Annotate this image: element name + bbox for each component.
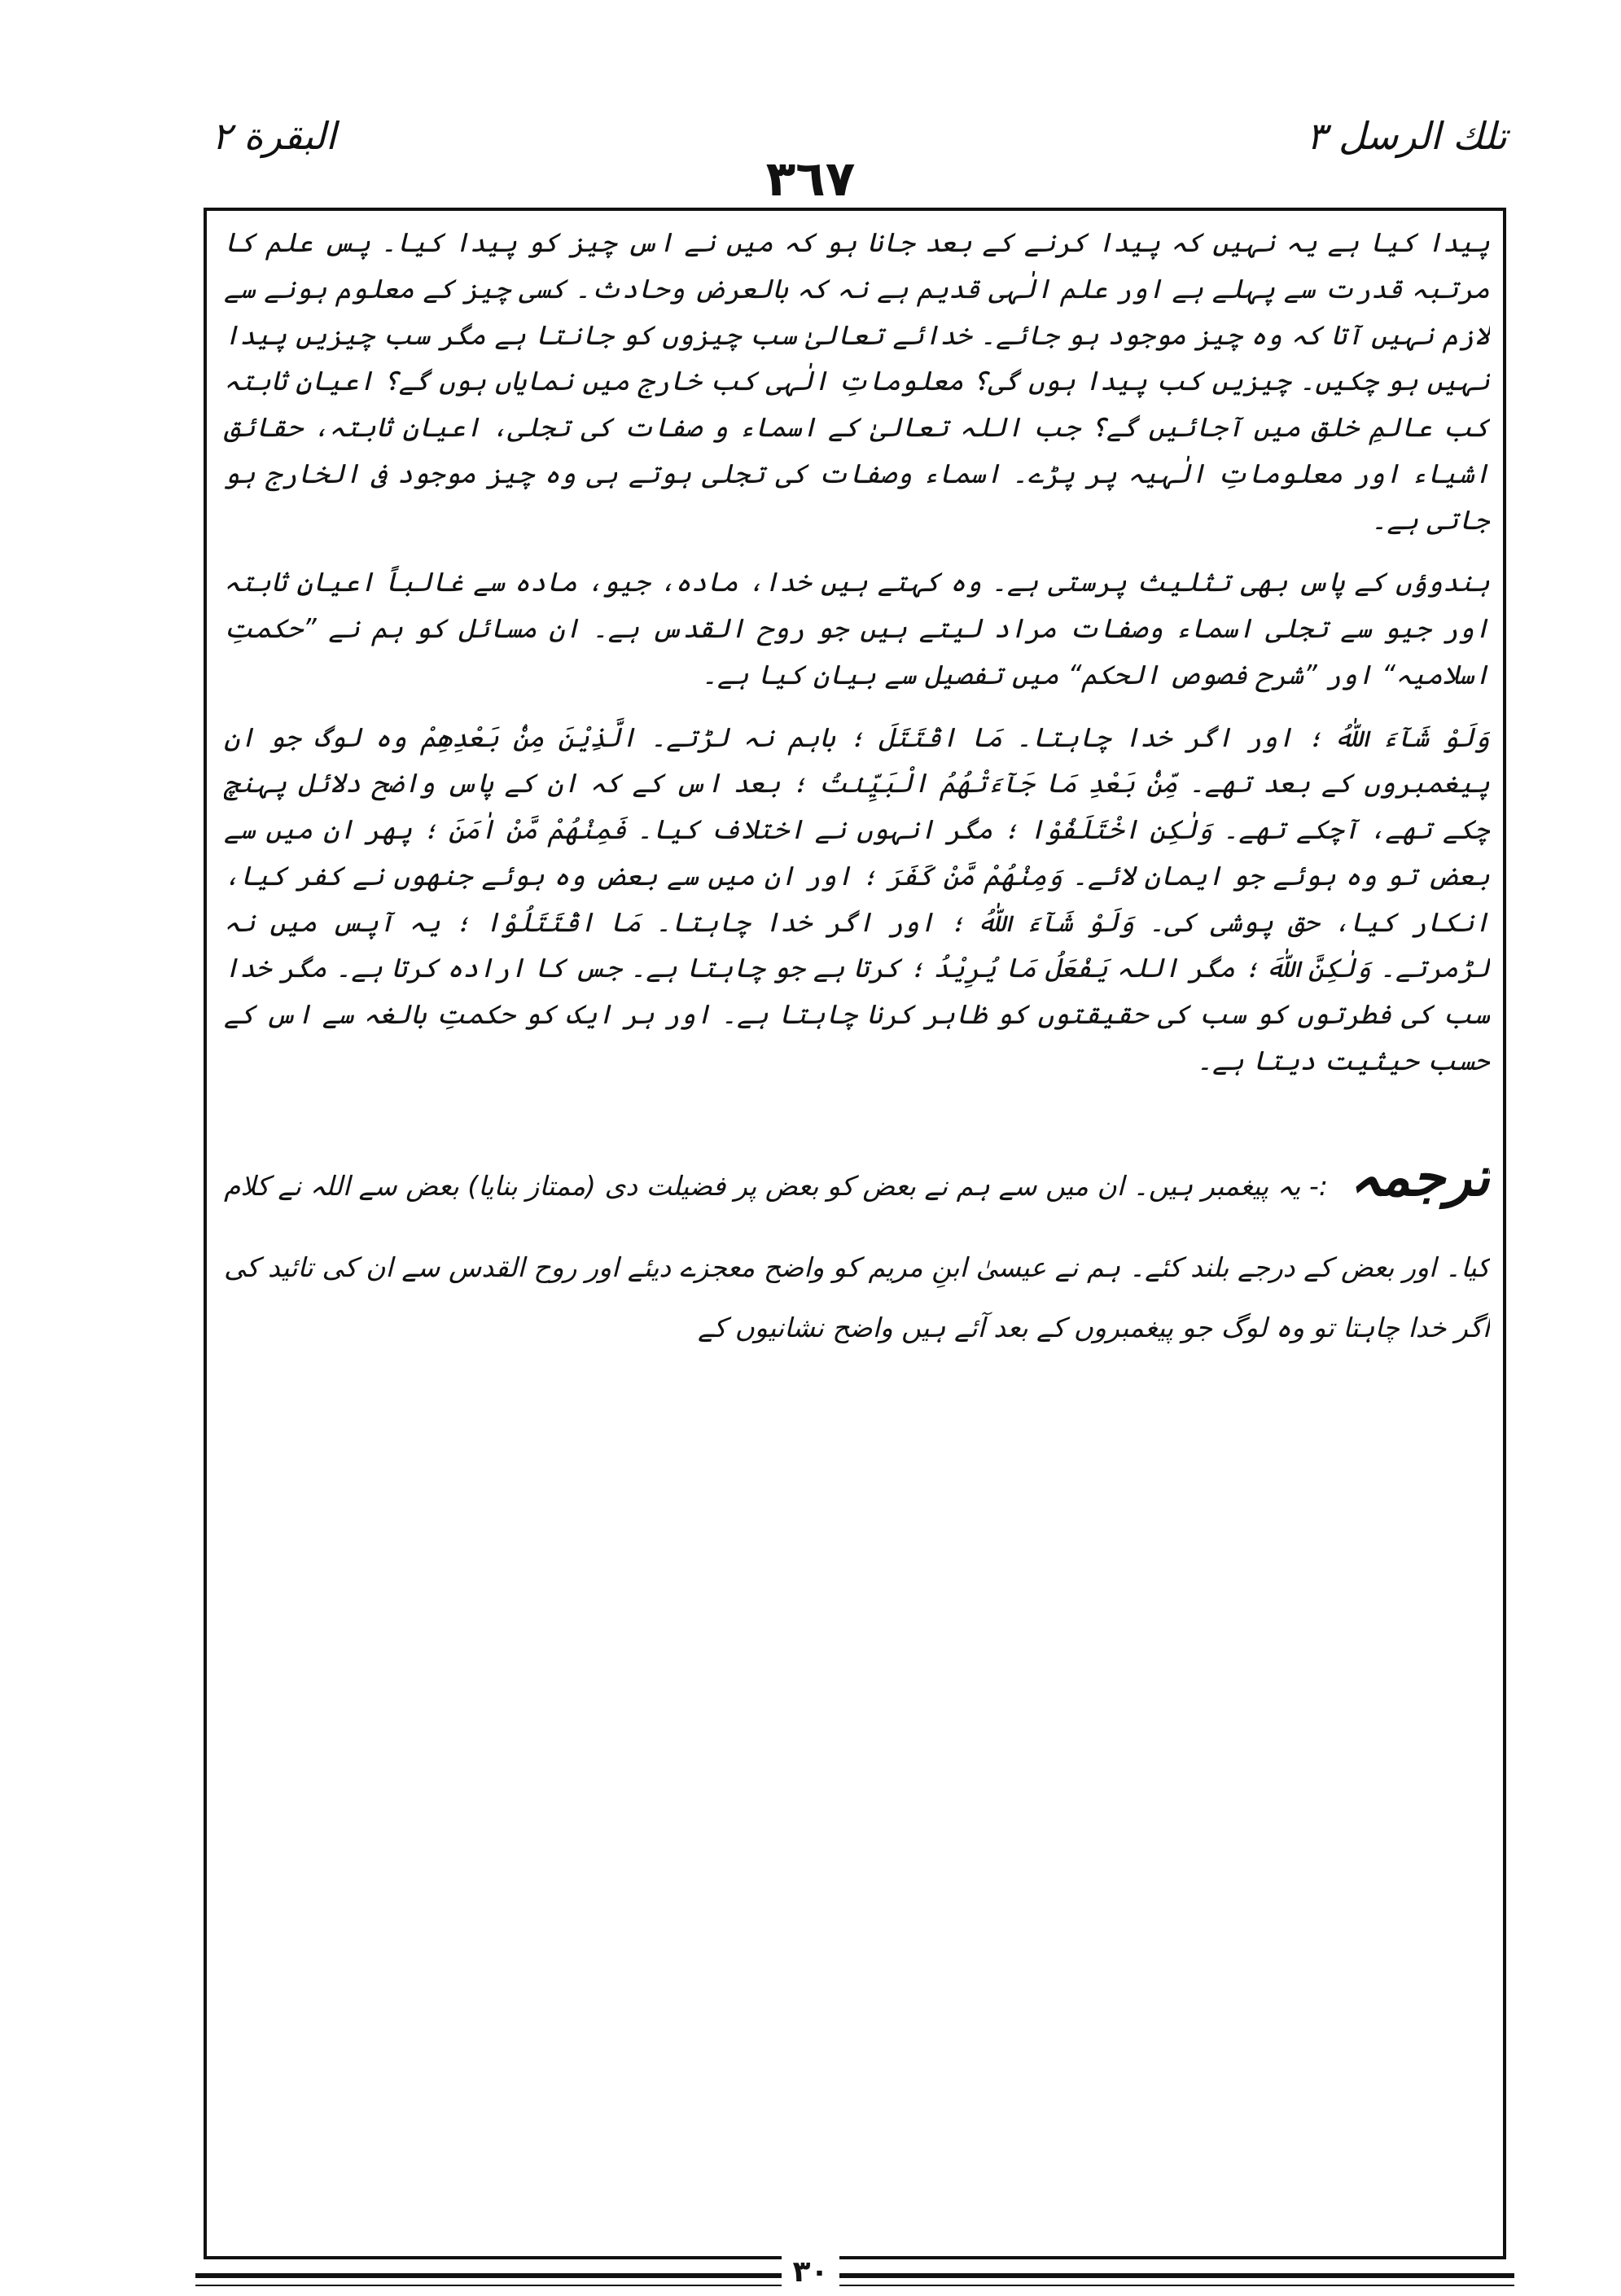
juz-title-right: تلك الرسل ٣ (1306, 114, 1507, 158)
translation-heading: ترجمہ (1349, 1145, 1490, 1208)
commentary-text (224, 220, 1490, 2239)
page-number: ٣٦٧ (765, 151, 856, 208)
footer-number (0, 2255, 1621, 2289)
surah-title-left: البقرة ٢ (212, 114, 336, 158)
paragraph: ہندوؤں کے پاس بھی تثلیث پرستی ہے۔ وہ کہتے ہیں خدا، مادہ، جیو، مادہ سے غالباً اعیانِ ثابتہ اور جیو سے تجلی اسماء وصفات مراد لیتے ہیں جو روح القدس ہے۔ ان مسائل کو ہم نے ”حکمتِ اسلامیہ“ اور ”شرح فصوص الحکم“ میں تفصیل سے بیان کیا ہے۔ (224, 566, 1490, 690)
paragraph: وَلَوْ شَآءَ اللّٰهُ ؛ اور اگر خدا چاہتا۔ مَا اقْتَتَلَ ؛ باہم نہ لڑتے۔ الَّذِیْنَ مِنْۢ بَعْدِهِمْ وہ لوگ جو ان پیغمبروں کے بعد تھے۔ مِّنْۢ بَعْدِ مَا جَآءَتْهُمُ الْبَیِّنٰتُ ؛ بعد اس کے کہ ان کے پاس واضح دلائل پہنچ چکے تھے، آچکے تھے۔ وَلٰكِنِ اخْتَلَفُوْا ؛ مگر انہوں نے اختلاف کیا۔ فَمِنْهُمْ مَّنْ اٰمَنَ ؛ پھر ان میں سے بعض تو وہ ہوئے جو ایمان لائے۔ وَمِنْهُمْ مَّنْ كَفَرَ ؛ اور ان میں سے بعض وہ ہوئے جنھوں نے کفر کیا، انکار کیا، حق پوشی کی۔ وَلَوْ شَآءَ اللّٰهُ ؛ اور اگر خدا چاہتا۔ مَا اقْتَتَلُوْا ؛ یہ آپس میں نہ لڑمرتے۔ وَلٰكِنَّ اللّٰهَ ؛ مگر اللہ یَفْعَلُ مَا یُرِیْدُ ؛ کرتا ہے جو چاہتا ہے۔ جس کا ارادہ کرتا ہے۔ مگر خدا سب کی فطرتوں کو سب کی حقیقتوں کو ظاہر کرنا چاہتا ہے۔ اور ہر ایک کو حکمتِ بالغہ سے اس کے حسب حیثیت دیتا ہے۔ (224, 721, 1490, 1076)
translation-paragraph (224, 1117, 1490, 1359)
footer-number-text: ٣٠ (782, 2255, 840, 2289)
translation-text: :- یہ پیغمبر ہیں۔ ان میں سے ہم نے بعض کو بعض پر فضیلت دی (ممتاز بنایا) بعض سے اللہ نے کلام کیا۔ اور بعض کے درجے بلند کئے۔ ہم نے عیسیٰ ابنِ مریم کو واضح معجزے دیئے اور روح القدس سے ان کی تائید کی اگر خدا چاہتا تو وہ لوگ جو پیغمبروں کے بعد آئے ہیں واضح نشانیوں کے (224, 1169, 1490, 1344)
paragraph: پیدا کیا ہے یہ نہیں کہ پیدا کرنے کے بعد جانا ہو کہ میں نے اس چیز کو پیدا کیا۔ پس علم کا مرتبہ قدرت سے پہلے ہے اور علم الٰہی قدیم ہے نہ کہ بالعرض وحادث۔ کسی چیز کے معلوم ہونے سے لازم نہیں آتا کہ وہ چیز موجود ہو جائے۔ خدائے تعالیٰ سب چیزوں کو جانتا ہے مگر سب چیزیں پیدا نہیں ہو چکیں۔ چیزیں کب پیدا ہوں گی؟ معلوماتِ الٰہی کب خارج میں نمایاں ہوں گے؟ اعیانِ ثابتہ کب عالمِ خلق میں آجائیں گے؟ جب اللہ تعالیٰ کے اسماء و صفات کی تجلی، اعیانِ ثابتہ، حقائق اشیاء اور معلوماتِ الٰہیہ پر پڑے۔ اسماء وصفات کی تجلی ہوتے ہی وہ چیز موجود فی الخارج ہو جاتی ہے۔ (224, 226, 1490, 536)
